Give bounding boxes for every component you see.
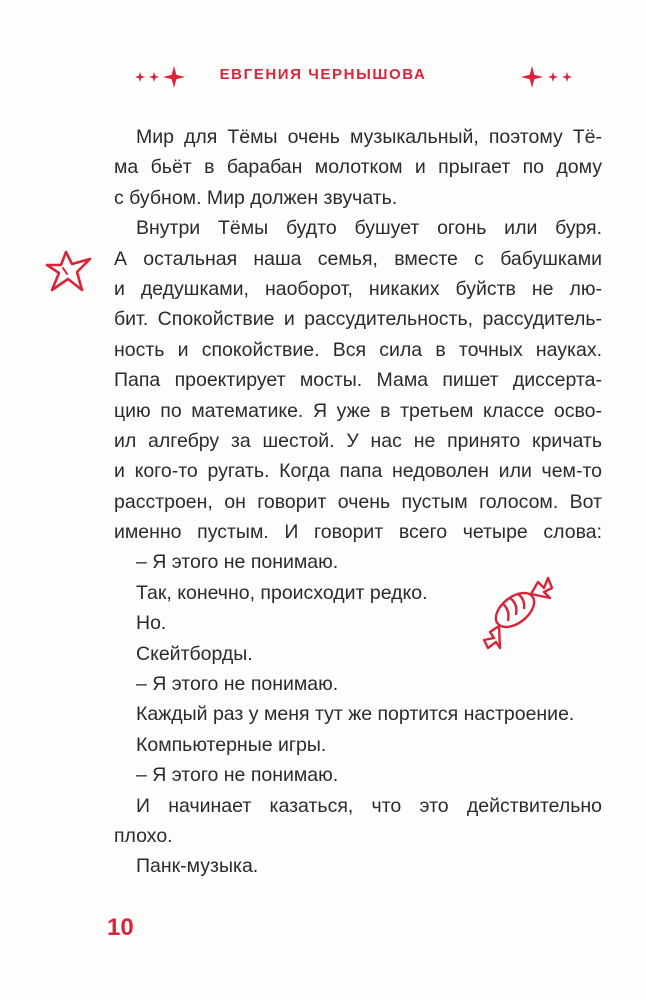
text-line: ма бьёт в барабан молотком и прыгает по дому (114, 156, 602, 179)
sparkles-right-icon (520, 62, 576, 90)
text-line: цию по математике. Я уже в третьем классе осво- (114, 399, 602, 422)
text-line: и дедушками, наоборот, никаких буйств не лю- (114, 277, 602, 300)
running-header (0, 62, 646, 92)
text-line: ность и спокойствие. Вся сила в точных науках. (114, 338, 602, 361)
author-name: ЕВГЕНИЯ ЧЕРНЫШОВА (219, 66, 427, 83)
text-line: и кого-то ругать. Когда папа недоволен или чем-то (114, 460, 602, 483)
text-line: Внутри Тёмы будто бушует огонь или буря. (136, 217, 602, 240)
text-line: – Я этого не понимаю. (136, 551, 339, 574)
text-line: с бубном. Мир должен звучать. (114, 186, 398, 209)
text-line: расстроен, он говорит очень пустым голосом. Вот (114, 490, 602, 513)
text-line: Так, конечно, происходит редко. (136, 581, 428, 604)
text-line: Но. (136, 612, 167, 635)
text-line: – Я этого не понимаю. (136, 673, 339, 696)
body-text (114, 122, 602, 882)
text-line: И начинает казаться, что это действительно (136, 794, 602, 817)
text-line: Папа проектирует мосты. Мама пишет диссерта- (114, 369, 602, 392)
text-line: А остальная наша семья, вместе с бабушками (114, 247, 602, 270)
star-doodle-icon (38, 238, 100, 300)
text-line: Компьютерные игры. (136, 733, 327, 756)
page-number: 10 (107, 914, 134, 941)
text-line: Мир для Тёмы очень музыкальный, поэтому Тё- (136, 126, 602, 148)
text-line: Панк-музыка. (136, 855, 259, 878)
text-line: Скейтборды. (136, 642, 253, 665)
text-line: плохо. (114, 824, 173, 847)
text-line: именно пустым. И говорит всего четыре слова: (114, 521, 602, 544)
text-line: – Я этого не понимаю. (136, 764, 339, 787)
text-line: бит. Спокойствие и рассудительность, рассудитель- (114, 308, 602, 331)
text-line: ил алгебру за шестой. У нас не принято кричать (114, 429, 602, 452)
text-line: Каждый раз у меня тут же портится настроение. (136, 703, 575, 726)
